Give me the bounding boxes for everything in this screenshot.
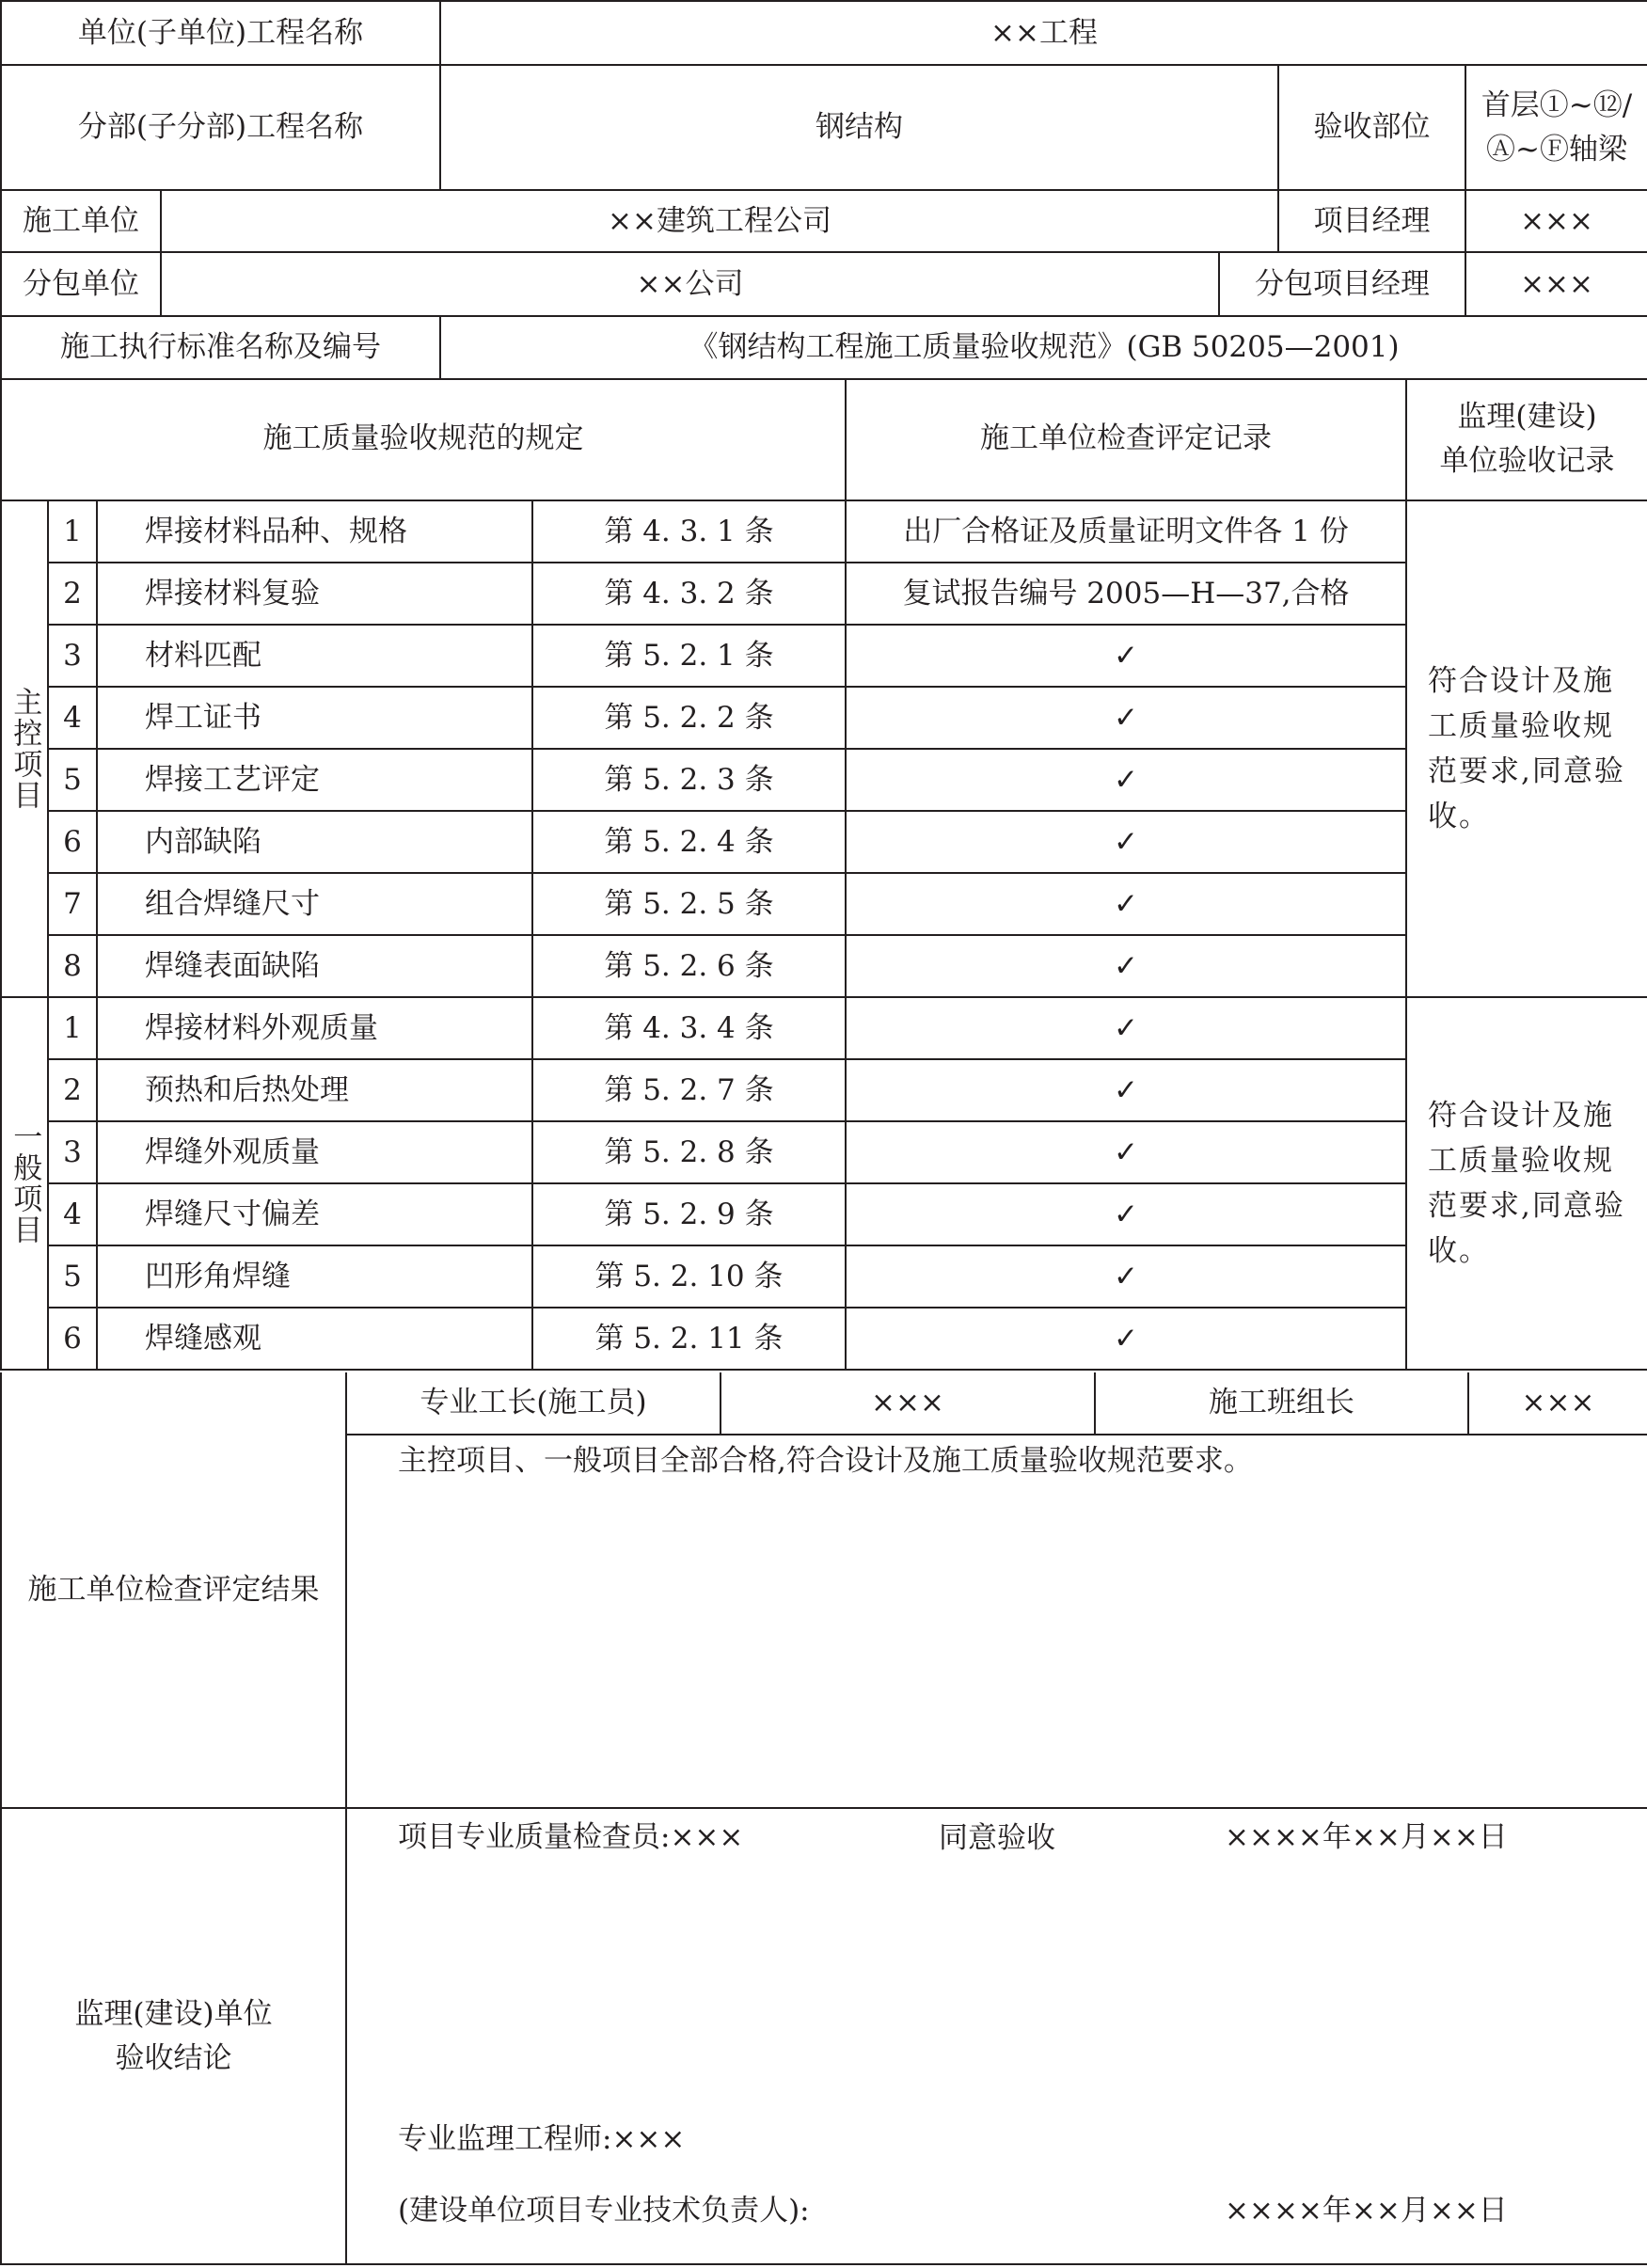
item-number: 3: [48, 625, 97, 687]
table-row: [1, 811, 1647, 873]
general-section: [1, 997, 1647, 1370]
project-manager-value: ×××: [1465, 190, 1647, 252]
item-name: 焊接工艺评定: [97, 749, 532, 811]
item-record: ✓: [846, 1059, 1406, 1121]
item-name: 凹形角焊缝: [97, 1245, 532, 1308]
item-record: ✓: [846, 935, 1406, 997]
unit-project-value: ××工程: [440, 1, 1647, 65]
table-row: [1, 749, 1647, 811]
table-row: [1, 1183, 1647, 1245]
main-control-section: [1, 500, 1647, 997]
subcontractor-label: 分包单位: [1, 252, 161, 316]
item-record: ✓: [846, 811, 1406, 873]
item-name: 焊缝感观: [97, 1308, 532, 1370]
table-row: [1, 500, 1647, 563]
item-name: 预热和后热处理: [97, 1059, 532, 1121]
supervision-text: 同意验收: [939, 1821, 1055, 1855]
sub-project-manager-label: 分包项目经理: [1219, 252, 1465, 316]
table-row: [1, 1308, 1647, 1370]
header-table: [0, 0, 1647, 380]
item-number: 5: [48, 749, 97, 811]
footer-table: [0, 1372, 1647, 2265]
item-name: 焊接材料复验: [97, 563, 532, 625]
table-row: [1, 997, 1647, 1059]
item-name: 内部缺陷: [97, 811, 532, 873]
table-row: [1, 1245, 1647, 1308]
item-clause: 第 5. 2. 4 条: [532, 811, 846, 873]
sub-project-manager-value: ×××: [1465, 252, 1647, 316]
acceptance-part-line2: Ⓐ~Ⓕ轴梁: [1486, 132, 1628, 167]
item-record: ✓: [846, 687, 1406, 749]
acceptance-part-line1: 首层①~⑫/: [1481, 88, 1633, 122]
item-name: 焊工证书: [97, 687, 532, 749]
item-record: ✓: [846, 873, 1406, 935]
inspector-label: 项目专业质量检查员:×××: [398, 1820, 744, 1854]
item-name: 焊缝外观质量: [97, 1121, 532, 1183]
item-clause: 第 5. 2. 7 条: [532, 1059, 846, 1121]
items-table: [0, 378, 1647, 1371]
item-clause: 第 5. 2. 2 条: [532, 687, 846, 749]
table-row: [1, 625, 1647, 687]
general-conclusion: 符合设计及施工质量验收规范要求,同意验收。: [1406, 997, 1647, 1370]
general-label: 一般项目: [1, 997, 48, 1370]
item-number: 1: [48, 500, 97, 563]
item-number: 4: [48, 687, 97, 749]
record-column-header: 施工单位检查评定记录: [846, 378, 1406, 500]
item-record: ✓: [846, 749, 1406, 811]
owner-label: (建设单位项目专业技术负责人):: [398, 2194, 810, 2228]
item-clause: 第 5. 2. 8 条: [532, 1121, 846, 1183]
supervision-conclusion-content: [346, 1808, 1647, 2264]
supervision-date: ××××年××月××日: [1225, 2194, 1508, 2228]
item-record: ✓: [846, 997, 1406, 1059]
item-clause: 第 4. 3. 2 条: [532, 563, 846, 625]
team-leader-label: 施工班组长: [1095, 1372, 1468, 1435]
item-number: 5: [48, 1245, 97, 1308]
item-record: ✓: [846, 1183, 1406, 1245]
team-leader-value: ×××: [1468, 1372, 1647, 1435]
foreman-value: ×××: [721, 1372, 1095, 1435]
item-number: 2: [48, 563, 97, 625]
item-number: 2: [48, 1059, 97, 1121]
construction-unit-value: ××建筑工程公司: [161, 190, 1278, 252]
main-control-label: 主控项目: [1, 500, 48, 997]
engineer-label: 专业监理工程师:×××: [398, 2122, 686, 2156]
item-name: 焊缝尺寸偏差: [97, 1183, 532, 1245]
acceptance-part-label: 验收部位: [1278, 65, 1465, 190]
table-row: [1, 935, 1647, 997]
item-name: 焊缝表面缺陷: [97, 935, 532, 997]
sub-project-label: 分部(子分部)工程名称: [1, 65, 440, 190]
item-number: 6: [48, 1308, 97, 1370]
item-number: 7: [48, 873, 97, 935]
item-number: 1: [48, 997, 97, 1059]
table-row: [1, 873, 1647, 935]
item-clause: 第 4. 3. 4 条: [532, 997, 846, 1059]
table-row: [1, 1059, 1647, 1121]
spec-column-header: 施工质量验收规范的规定: [1, 378, 846, 500]
item-clause: 第 5. 2. 11 条: [532, 1308, 846, 1370]
item-record: 复试报告编号 2005—H—37,合格: [846, 563, 1406, 625]
item-record: ✓: [846, 1245, 1406, 1308]
unit-project-label: 单位(子单位)工程名称: [1, 1, 440, 65]
item-name: 材料匹配: [97, 625, 532, 687]
item-clause: 第 5. 2. 10 条: [532, 1245, 846, 1308]
item-name: 焊接材料品种、规格: [97, 500, 532, 563]
check-result-text: 主控项目、一般项目全部合格,符合设计及施工质量验收规范要求。: [398, 1444, 1253, 1478]
foreman-label: 专业工长(施工员): [346, 1372, 721, 1435]
item-name: 组合焊缝尺寸: [97, 873, 532, 935]
table-row: [1, 563, 1647, 625]
item-record: ✓: [846, 1308, 1406, 1370]
item-name: 焊接材料外观质量: [97, 997, 532, 1059]
supervision-label-line2: 验收结论: [115, 2040, 232, 2075]
table-row: [1, 687, 1647, 749]
table-row: [1, 1121, 1647, 1183]
construction-unit-label: 施工单位: [1, 190, 161, 252]
main-control-conclusion: 符合设计及施工质量验收规范要求,同意验收。: [1406, 500, 1647, 997]
item-number: 6: [48, 811, 97, 873]
item-clause: 第 5. 2. 1 条: [532, 625, 846, 687]
inspector-date: ××××年××月××日: [1225, 1820, 1508, 1854]
item-clause: 第 5. 2. 6 条: [532, 935, 846, 997]
supervision-header-line2: 单位验收记录: [1439, 443, 1615, 478]
item-clause: 第 5. 2. 5 条: [532, 873, 846, 935]
subcontractor-value: ××公司: [161, 252, 1219, 316]
supervision-conclusion-label: [1, 1808, 346, 2264]
item-record: ✓: [846, 1121, 1406, 1183]
standard-value: 《钢结构工程施工质量验收规范》(GB 50205—2001): [440, 316, 1647, 379]
sub-project-value: 钢结构: [440, 65, 1278, 190]
item-number: 8: [48, 935, 97, 997]
item-number: 4: [48, 1183, 97, 1245]
item-number: 3: [48, 1121, 97, 1183]
project-manager-label: 项目经理: [1278, 190, 1465, 252]
item-clause: 第 4. 3. 1 条: [532, 500, 846, 563]
item-clause: 第 5. 2. 3 条: [532, 749, 846, 811]
check-result-label: 施工单位检查评定结果: [1, 1372, 346, 1808]
item-record: ✓: [846, 625, 1406, 687]
supervision-header-line1: 监理(建设): [1457, 400, 1597, 434]
acceptance-part-value: [1465, 65, 1647, 190]
supervision-label-line1: 监理(建设)单位: [74, 1997, 273, 2031]
standard-label: 施工执行标准名称及编号: [1, 316, 440, 379]
item-record: 出厂合格证及质量证明文件各 1 份: [846, 500, 1406, 563]
item-clause: 第 5. 2. 9 条: [532, 1183, 846, 1245]
supervision-column-header: [1406, 378, 1647, 500]
